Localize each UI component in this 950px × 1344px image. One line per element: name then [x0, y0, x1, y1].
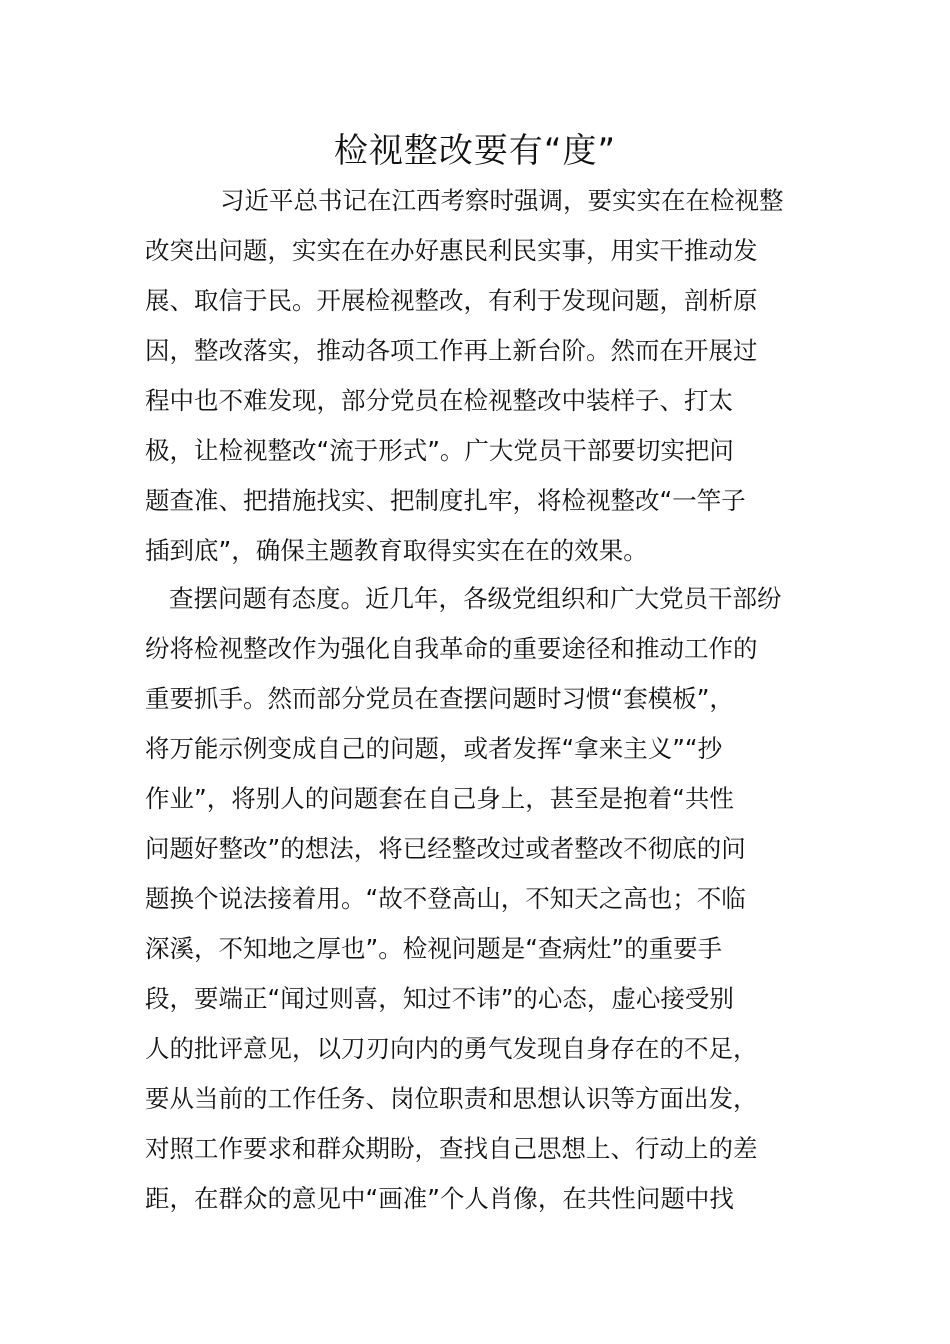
- paragraph-1: [145, 176, 809, 576]
- paragraph-line: 段，要端正“闻过则喜，知过不讳”的心态，虚心接受别: [145, 984, 734, 1013]
- paragraph-line: 程中也不难发现，部分党员在检视整改中装样子、打太: [145, 386, 733, 415]
- paragraph-line: 插到底”，确保主题教育取得实实在在的效果。: [145, 536, 648, 565]
- paragraph-line: 深溪，不知地之厚也”。检视问题是“查病灶”的重要手: [145, 934, 723, 963]
- paragraph-line: 题查准、把措施找实、把制度扎牢，将检视整改“一竿子: [145, 486, 746, 515]
- paragraph-line: 展、取信于民。开展检视整改，有利于发现问题，剖析原: [145, 286, 758, 315]
- paragraph-line: 将万能示例变成自己的问题，或者发挥“拿来主义”“抄: [145, 734, 723, 763]
- paragraph-line: 纷将检视整改作为强化自我革命的重要途径和推动工作的: [145, 634, 758, 663]
- paragraph-2: [145, 574, 809, 1224]
- paragraph-line: 极，让检视整改“流于形式”。广大党员干部要切实把问: [145, 436, 734, 465]
- paragraph-line: 题换个说法接着用。“故不登高山，不知天之高也；不临: [145, 884, 746, 913]
- paragraph-line: 改突出问题，实实在在办好惠民利民实事，用实干推动发: [145, 236, 758, 265]
- paragraph-line: 因，整改落实，推动各项工作再上新台阶。然而在开展过: [145, 336, 758, 365]
- paragraph-line: 重要抓手。然而部分党员在查摆问题时习惯“套模板”，: [145, 684, 734, 713]
- paragraph-line: 作业”，将别人的问题套在自己身上，甚至是抱着“共性: [145, 784, 734, 813]
- paragraph-line: 习近平总书记在江西考察时强调，要实实在在检视整: [220, 186, 784, 215]
- paragraph-line: 人的批评意见，以刀刃向内的勇气发现自身存在的不足，: [145, 1034, 758, 1063]
- paragraph-line: 查摆问题有态度。近几年，各级党组织和广大党员干部纷: [169, 584, 782, 613]
- paragraph-line: 要从当前的工作任务、岗位职责和思想认识等方面出发，: [145, 1084, 758, 1113]
- paragraph-line: 问题好整改”的想法，将已经整改过或者整改不彻底的问: [145, 834, 746, 863]
- paragraph-line: 对照工作要求和群众期盼，查找自己思想上、行动上的差: [145, 1134, 758, 1163]
- paragraph-line: 距，在群众的意见中“画准”个人肖像，在共性问题中找: [145, 1184, 734, 1213]
- document-title: 检视整改要有“度”: [333, 131, 617, 171]
